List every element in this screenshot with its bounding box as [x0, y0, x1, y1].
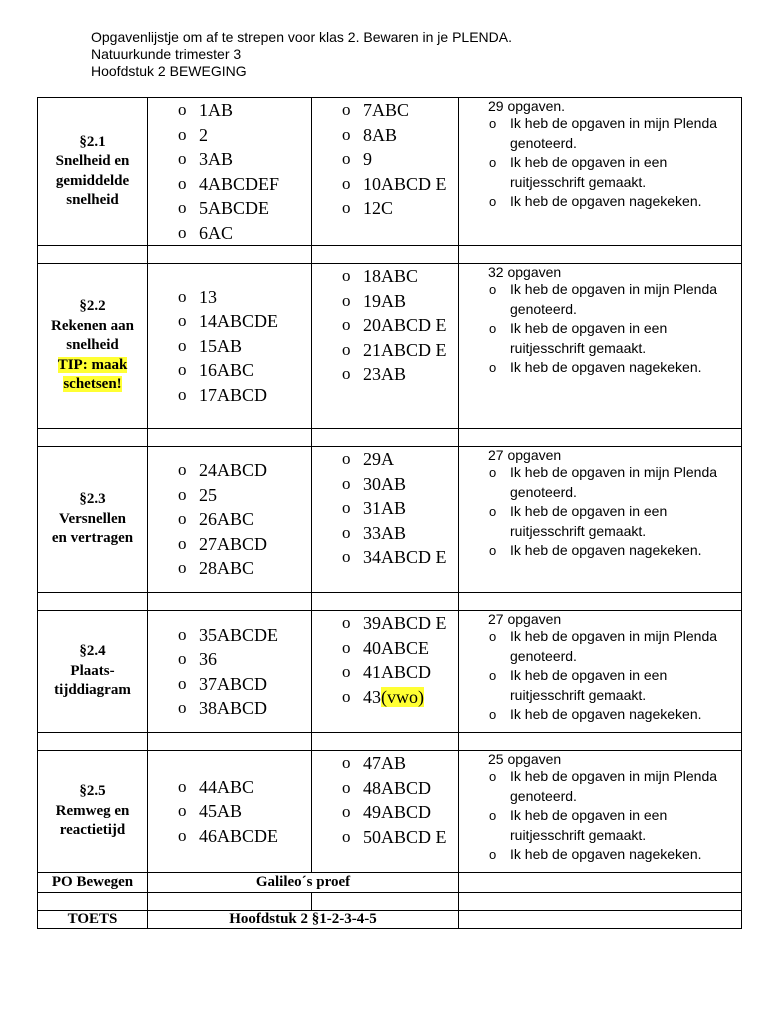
exercise-count: 32 opgaven	[488, 264, 562, 280]
toets-task: Hoofdstuk 2 §1-2-3-4-5	[148, 911, 459, 929]
tasks-col-2	[312, 447, 459, 593]
section-title: §2.1 Snelheid en gemiddelde snelheid	[38, 98, 148, 246]
task-item[interactable]: o 35ABCDE	[178, 623, 311, 648]
vwo-highlight: (vwo)	[381, 686, 424, 707]
task-item[interactable]: o 7ABC	[342, 98, 458, 123]
tasks-col-2	[312, 98, 459, 246]
task-item[interactable]: o 10ABCD E	[342, 172, 458, 197]
task-item[interactable]: o 43(vwo)	[342, 685, 458, 710]
task-item[interactable]: o 26ABC	[178, 507, 311, 532]
tasks-col-2	[312, 611, 459, 733]
po-row	[38, 873, 742, 893]
checklist-item[interactable]: o Ik heb de opgaven in een ruitjesschrift gemaakt.	[489, 806, 741, 845]
header-line-2: Natuurkunde trimester 3	[91, 46, 242, 62]
task-item[interactable]: o 2	[178, 123, 311, 148]
header-line-3: Hoofdstuk 2 BEWEGING	[91, 63, 247, 79]
task-item[interactable]: o 14ABCDE	[178, 309, 311, 334]
section-row	[38, 447, 742, 593]
section-row	[38, 751, 742, 873]
task-item[interactable]: o 27ABCD	[178, 532, 311, 557]
checklist-item[interactable]: o Ik heb de opgaven in mijn Plenda genoteerd.	[489, 280, 741, 319]
spacer-row	[38, 593, 742, 611]
task-item[interactable]: o 13	[178, 285, 311, 310]
checklist-item[interactable]: o Ik heb de opgaven in mijn Plenda genoteerd.	[489, 114, 741, 153]
exercise-count: 29 opgaven.	[488, 98, 566, 114]
task-item[interactable]: o 33AB	[342, 521, 458, 546]
section-title: §2.4 Plaats- tijddiagram	[38, 611, 148, 733]
tasks-col-1	[148, 611, 312, 733]
task-item[interactable]: o 44ABC	[178, 775, 311, 800]
checklist-cell	[459, 264, 742, 429]
exercise-count: 27 opgaven	[488, 447, 562, 463]
task-item[interactable]: o 50ABCD E	[342, 825, 458, 850]
task-item[interactable]: o 19AB	[342, 289, 458, 314]
task-item[interactable]: o 4ABCDEF	[178, 172, 311, 197]
task-item[interactable]: o 17ABCD	[178, 383, 311, 408]
task-item[interactable]: o 45AB	[178, 799, 311, 824]
task-item[interactable]: o 40ABCE	[342, 636, 458, 661]
task-item[interactable]: o 36	[178, 647, 311, 672]
task-item[interactable]: o 30AB	[342, 472, 458, 497]
section-title: §2.2 Rekenen aan snelheid TIP: maak schetsen!	[38, 264, 148, 429]
spacer-row	[38, 733, 742, 751]
task-item[interactable]: o 15AB	[178, 334, 311, 359]
tasks-col-2	[312, 751, 459, 873]
checklist-item[interactable]: o Ik heb de opgaven in mijn Plenda genoteerd.	[489, 767, 741, 806]
spacer-row	[38, 429, 742, 447]
task-item[interactable]: o 1AB	[178, 98, 311, 123]
task-item[interactable]: o 8AB	[342, 123, 458, 148]
exercise-count: 27 opgaven	[488, 611, 562, 627]
section-row	[38, 611, 742, 733]
checklist-cell	[459, 447, 742, 593]
task-item[interactable]: o 29A	[342, 447, 458, 472]
task-item[interactable]: o 6AC	[178, 221, 311, 246]
toets-label: TOETS	[38, 911, 148, 929]
checklist-item[interactable]: o Ik heb de opgaven nagekeken.	[489, 705, 741, 725]
task-item[interactable]: o 25	[178, 483, 311, 508]
task-item[interactable]: o 47AB	[342, 751, 458, 776]
task-item[interactable]: o 20ABCD E	[342, 313, 458, 338]
task-item[interactable]: o 24ABCD	[178, 458, 311, 483]
section-row	[38, 264, 742, 429]
checklist-cell	[459, 611, 742, 733]
tip-highlight: schetsen!	[63, 376, 122, 393]
spacer-row	[38, 246, 742, 264]
checklist-item[interactable]: o Ik heb de opgaven in een ruitjesschrift gemaakt.	[489, 502, 741, 541]
task-item[interactable]: o 46ABCDE	[178, 824, 311, 849]
checklist-cell	[459, 98, 742, 246]
checklist-item[interactable]: o Ik heb de opgaven in een ruitjesschrift gemaakt.	[489, 153, 741, 192]
checklist-item[interactable]: o Ik heb de opgaven nagekeken.	[489, 192, 741, 212]
task-item[interactable]: o 34ABCD E	[342, 545, 458, 570]
task-item[interactable]: o 38ABCD	[178, 696, 311, 721]
checklist-item[interactable]: o Ik heb de opgaven nagekeken.	[489, 845, 741, 865]
task-item[interactable]: o 41ABCD	[342, 660, 458, 685]
checklist-item[interactable]: o Ik heb de opgaven in een ruitjesschrift gemaakt.	[489, 666, 741, 705]
checklist-cell	[459, 751, 742, 873]
page-header	[91, 29, 512, 80]
tasks-col-2	[312, 264, 459, 429]
tasks-col-1	[148, 447, 312, 593]
checklist-item[interactable]: o Ik heb de opgaven nagekeken.	[489, 541, 741, 561]
exercise-count: 25 opgaven	[488, 751, 562, 767]
checklist-item[interactable]: o Ik heb de opgaven in mijn Plenda genoteerd.	[489, 627, 741, 666]
po-label: PO Bewegen	[38, 873, 148, 893]
section-title: §2.5 Remweg en reactietijd	[38, 751, 148, 873]
task-item[interactable]: o 18ABC	[342, 264, 458, 289]
task-item[interactable]: o 23AB	[342, 362, 458, 387]
assignment-table	[37, 97, 742, 929]
checklist-item[interactable]: o Ik heb de opgaven in een ruitjesschrift gemaakt.	[489, 319, 741, 358]
po-task: Galileo´s proef	[148, 873, 459, 893]
section-title: §2.3 Versnellen en vertragen	[38, 447, 148, 593]
task-item[interactable]: o 28ABC	[178, 556, 311, 581]
task-item[interactable]: o 37ABCD	[178, 672, 311, 697]
tasks-col-1	[148, 264, 312, 429]
toets-row	[38, 911, 742, 929]
tip-highlight: TIP: maak	[57, 356, 128, 373]
header-line-1: Opgavenlijstje om af te strepen voor klas 2. Bewaren in je PLENDA.	[91, 29, 512, 45]
checklist-item[interactable]: o Ik heb de opgaven in mijn Plenda genoteerd.	[489, 463, 741, 502]
task-item[interactable]: o 39ABCD E	[342, 611, 458, 636]
checklist-item[interactable]: o Ik heb de opgaven nagekeken.	[489, 358, 741, 378]
task-item[interactable]: o 21ABCD E	[342, 338, 458, 363]
task-item[interactable]: o 31AB	[342, 496, 458, 521]
task-item[interactable]: o 3AB	[178, 147, 311, 172]
task-item[interactable]: o 49ABCD	[342, 800, 458, 825]
task-item[interactable]: o 48ABCD	[342, 776, 458, 801]
task-item[interactable]: o 16ABC	[178, 358, 311, 383]
tasks-col-1	[148, 98, 312, 246]
spacer-row	[38, 893, 742, 911]
task-item[interactable]: o 12C	[342, 196, 458, 221]
section-row	[38, 98, 742, 246]
task-item[interactable]: o 5ABCDE	[178, 196, 311, 221]
tasks-col-1	[148, 751, 312, 873]
task-item[interactable]: o 9	[342, 147, 458, 172]
